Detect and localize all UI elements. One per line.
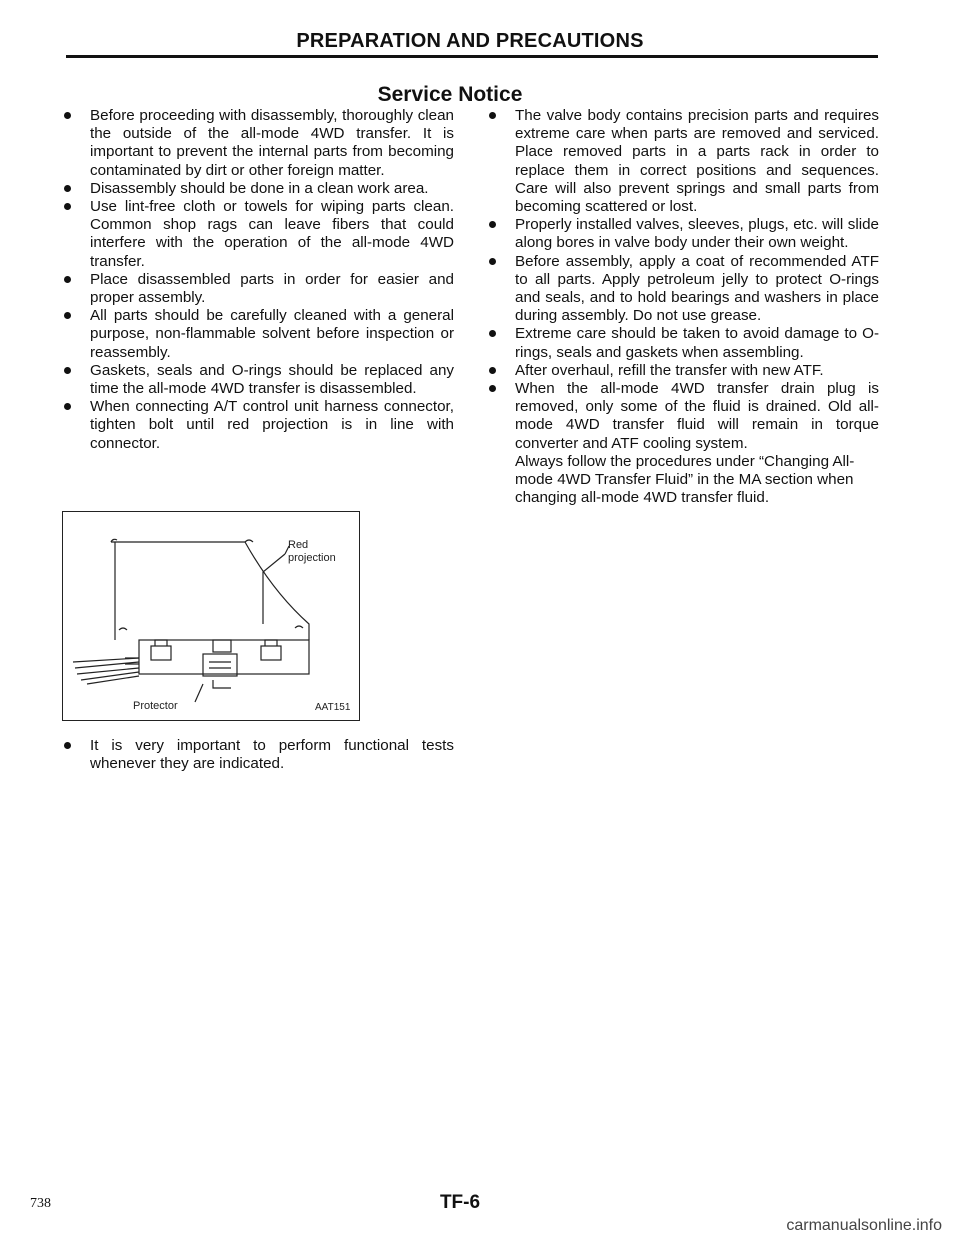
watermark: carmanualsonline.info (786, 1217, 942, 1234)
list-item: Disassembly should be done in a clean work area. (62, 180, 454, 198)
bullet-dot-icon (489, 112, 496, 119)
list-item: When the all-mode 4WD transfer drain plug is removed, only some of the fluid is drained. Old all-mode 4WD transfer fluid will remain in torque converter and ATF cooling system. (487, 380, 879, 453)
list-item: Use lint-free cloth or towels for wiping parts clean. Common shop rags can leave fibers that could interfere with the operation of the all-mode 4WD transfer. (62, 198, 454, 271)
page-code: TF-6 (439, 1192, 481, 1213)
bullet-dot-icon (64, 403, 71, 410)
bullet-dot-icon (489, 367, 496, 374)
list-item: After overhaul, refill the transfer with new ATF. (487, 362, 879, 380)
list-item: When connecting A/T control unit harness connector, tighten bolt until red projection is in line with connector. (62, 398, 454, 453)
list-item: Properly installed valves, sleeves, plugs, etc. will slide along bores in valve body under their own weight. (487, 216, 879, 252)
list-item: The valve body contains precision parts and requires extreme care when parts are removed and serviced. Place removed parts in a parts rack in order to replace them in correct positions and sequences. Care will also prevent springs and small parts from becoming scattered or lost. (487, 107, 879, 216)
header-rule (66, 55, 878, 58)
section-title: Service Notice (377, 83, 523, 106)
bullet-dot-icon (489, 221, 496, 228)
list-item: Place disassembled parts in order for easier and proper assembly. (62, 271, 454, 307)
list-item: All parts should be carefully cleaned with a general purpose, non-flammable solvent before inspection or reassembly. (62, 307, 454, 362)
figure-label-protector: Protector (133, 700, 178, 712)
bullet-dot-icon (64, 203, 71, 210)
bullet-dot-icon (64, 312, 71, 319)
procedure-note: Always follow the procedures under “Changing All-mode 4WD Transfer Fluid” in the MA section when changing all-mode 4WD transfer fluid. (515, 452, 855, 507)
label-red: Red (288, 539, 309, 551)
bullet-dot-icon (64, 276, 71, 283)
list-item: Before proceeding with disassembly, thoroughly clean the outside of the all-mode 4WD transfer. It is important to prevent the internal parts from becoming contaminated by dirt or other foreign matter. (62, 107, 454, 180)
list-item: Gaskets, seals and O-rings should be replaced any time the all-mode 4WD transfer is disassembled. (62, 362, 454, 398)
right-column (487, 107, 879, 507)
left-column (62, 107, 454, 453)
figure-label-red-projection (288, 539, 336, 565)
list-item: Extreme care should be taken to avoid damage to O-rings, seals and gaskets when assembling. (487, 325, 879, 361)
bullet-dot-icon (64, 185, 71, 192)
bullet-dot-icon (64, 367, 71, 374)
bullet-dot-icon (489, 385, 496, 392)
list-item: Before assembly, apply a coat of recommended ATF to all parts. Apply petroleum jelly to protect O-rings and seals, and to hold bearings and washers in place during assembly. Do not use grease. (487, 253, 879, 326)
bullet-dot-icon (489, 258, 496, 265)
page-number: 738 (30, 1196, 51, 1211)
list-item: It is very important to perform functional tests whenever they are indicated. (62, 737, 454, 773)
functional-tests-note (62, 737, 454, 773)
label-projection: projection (288, 552, 336, 564)
figure-code: AAT151 (315, 702, 351, 713)
connector-figure (62, 511, 360, 721)
page-header-title: PREPARATION AND PRECAUTIONS (296, 30, 644, 52)
bullet-dot-icon (64, 742, 71, 749)
bullet-dot-icon (64, 112, 71, 119)
bullet-dot-icon (489, 330, 496, 337)
